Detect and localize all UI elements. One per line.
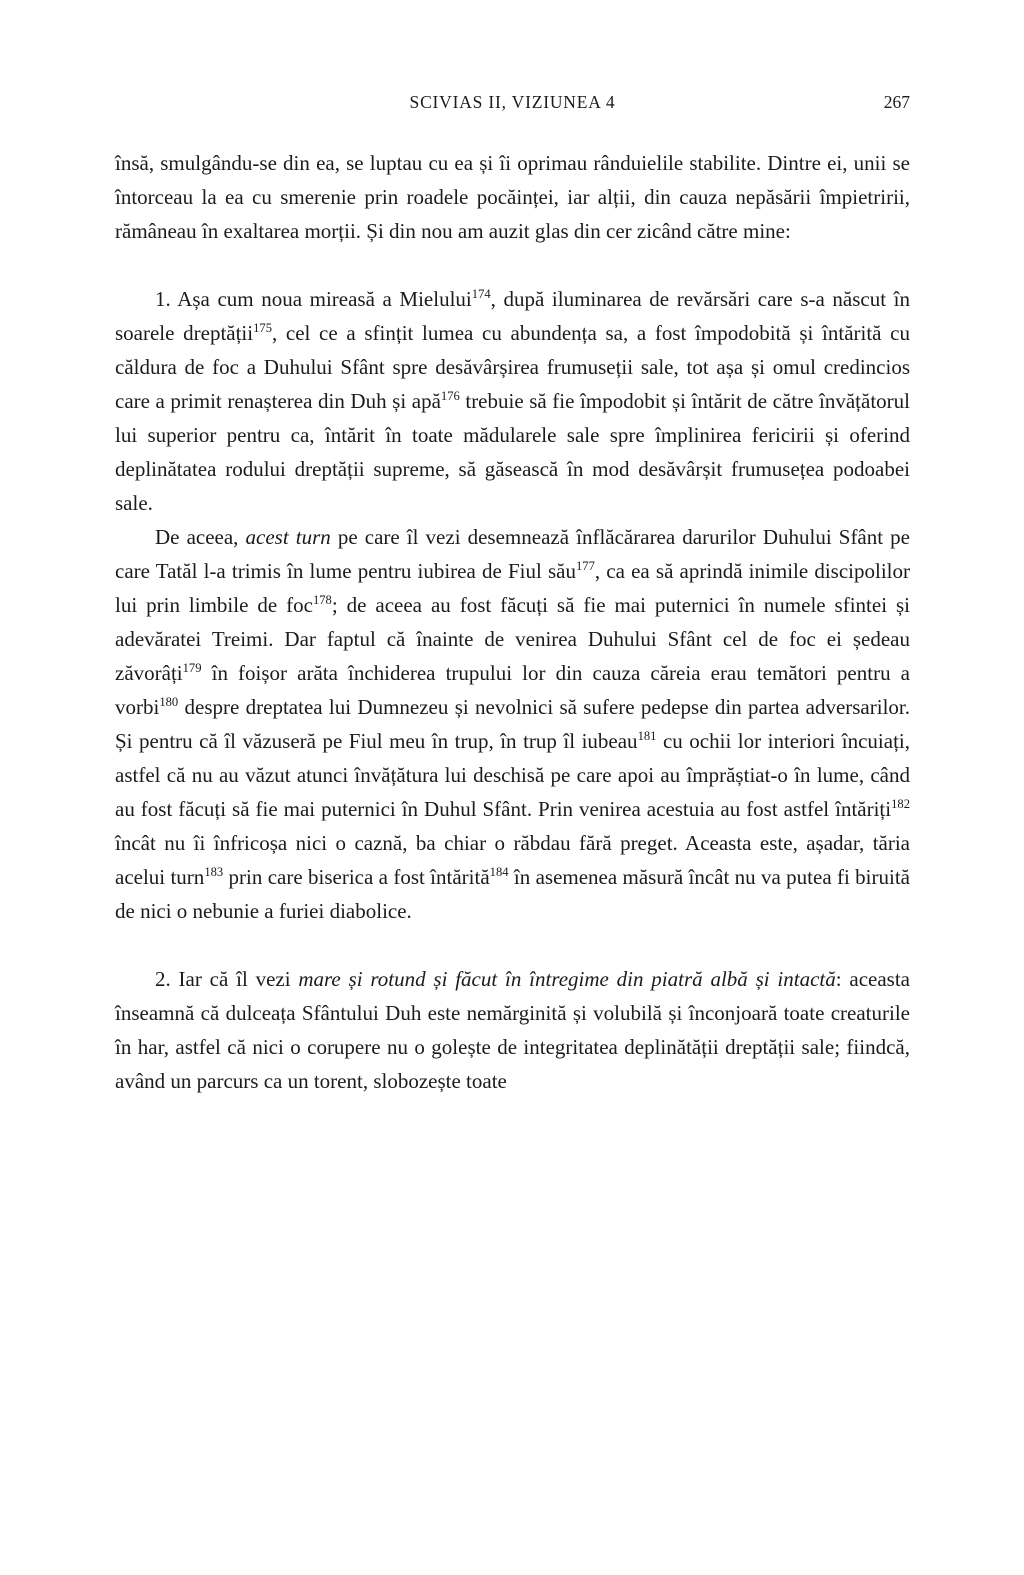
- text-run: : aceasta înseamnă că dulceața Sfântului Duh este nemărginită și volubilă și înconjoară toate creaturile în har, astfel că nici o corupere nu o golește de integritatea deplinătății dreptății sale; fiindcă, având un parcurs ca un torent, slobozește toate: [115, 967, 910, 1093]
- footnote-ref: 176: [440, 389, 460, 403]
- text-run: prin care biserica a fost întărită: [223, 865, 490, 889]
- text-run: 1. Așa cum noua mireasă a Mielului: [155, 287, 472, 311]
- text-run: ; de aceea au fost făcuți să fie mai puternici în numele sfintei și adevăratei Treimi. Dar faptul că înainte de venirea Duhului Sfânt cel de foc ei ședeau zăvorâți: [115, 593, 911, 685]
- footnote-ref: 179: [182, 661, 202, 675]
- page-number: 267: [883, 92, 910, 112]
- text-run: în asemenea măsură încât nu va putea fi biruită de nici o nebunie a furiei diabolice.: [115, 865, 910, 923]
- text-run: încât nu îi înfricoșa nici o caznă, ba chiar o răbdau fără preget. Aceasta este, așadar, tăria acelui turn: [115, 831, 910, 889]
- text-run: , cel ce a sfințit lumea cu abundența sa, a fost împodobită și întărită cu căldura de foc a Duhului Sfânt spre desăvârșirea frumuseții sale, tot așa și omul credincios care a primit renașterea din Duh și apă: [115, 321, 910, 413]
- text-run: trebuie să fie împodobit și întărit de către învățătorul lui superior pentru ca, întărit în toate mădularele sale spre împlinirea fericirii și oferind deplinătatea rodului dreptății supreme, să găsească în mod desăvârșit frumusețea podoabei sale.: [115, 389, 910, 515]
- text-run: 2. Iar că îl vezi: [155, 967, 299, 991]
- footnote-ref: 182: [891, 797, 910, 811]
- running-header: [115, 92, 910, 120]
- text-run: , ca ea să aprindă inimile discipolilor lui prin limbile de foc: [115, 559, 911, 617]
- footnote-ref: 183: [204, 865, 224, 879]
- text-run: pe care îl vezi desemnează înflăcărarea darurilor Duhului Sfânt pe care Tatăl l-a trimis în lume pentru iubirea de Fiul său: [115, 525, 910, 583]
- paragraph-section-2: [115, 962, 910, 1098]
- text-run: cu ochii lor interiori încuiați, astfel că nu au văzut atunci învățătura lui deschisă pe care apoi au împrăștiat-o în lume, când au fost făcuți să fie mai puternici în Duhul Sfânt. Prin venirea acestuia au fost astfel întăriți: [115, 729, 911, 821]
- footnote-ref: 177: [575, 559, 595, 573]
- emphasis-text: mare și rotund și făcut în întregime din piatră albă și intactă: [298, 967, 836, 991]
- text-run: , după iluminarea de revărsări care s-a născut în soarele dreptății: [115, 287, 910, 345]
- paragraph-de-aceea: [115, 520, 910, 928]
- footnote-ref: 181: [637, 729, 657, 743]
- footnote-ref: 174: [471, 287, 491, 301]
- emphasis-text: acest turn: [245, 525, 331, 549]
- running-header-title: SCIVIAS II, VIZIUNEA 4: [409, 92, 616, 112]
- text-run: însă, smulgându-se din ea, se luptau cu ea și îi oprimau rânduielile stabilite. Dintre ei, unii se întorceau la ea cu smerenie prin roadele pocăinței, iar alții, din cauza nepăsării împietririi, rămâneau în exaltarea morții. Și din nou am auzit glas din cer zicând către mine:: [115, 151, 910, 243]
- footnote-ref: 178: [312, 593, 332, 607]
- footnote-ref: 175: [253, 321, 272, 335]
- paragraph-continuation: [115, 146, 910, 248]
- page-body: [115, 146, 910, 1098]
- text-run: în foișor arăta închiderea trupului lor din cauza căreia erau temători pentru a vorbi: [115, 661, 910, 719]
- text-run: De aceea,: [155, 525, 246, 549]
- footnote-ref: 184: [489, 865, 509, 879]
- footnote-ref: 180: [159, 695, 179, 709]
- text-run: despre dreptatea lui Dumnezeu și nevolnici să sufere pedepse din partea adversarilor. Și pentru că îl văzuseră pe Fiul meu în trup, în trup îl iubeau: [115, 695, 910, 753]
- paragraph-section-1: [115, 282, 910, 520]
